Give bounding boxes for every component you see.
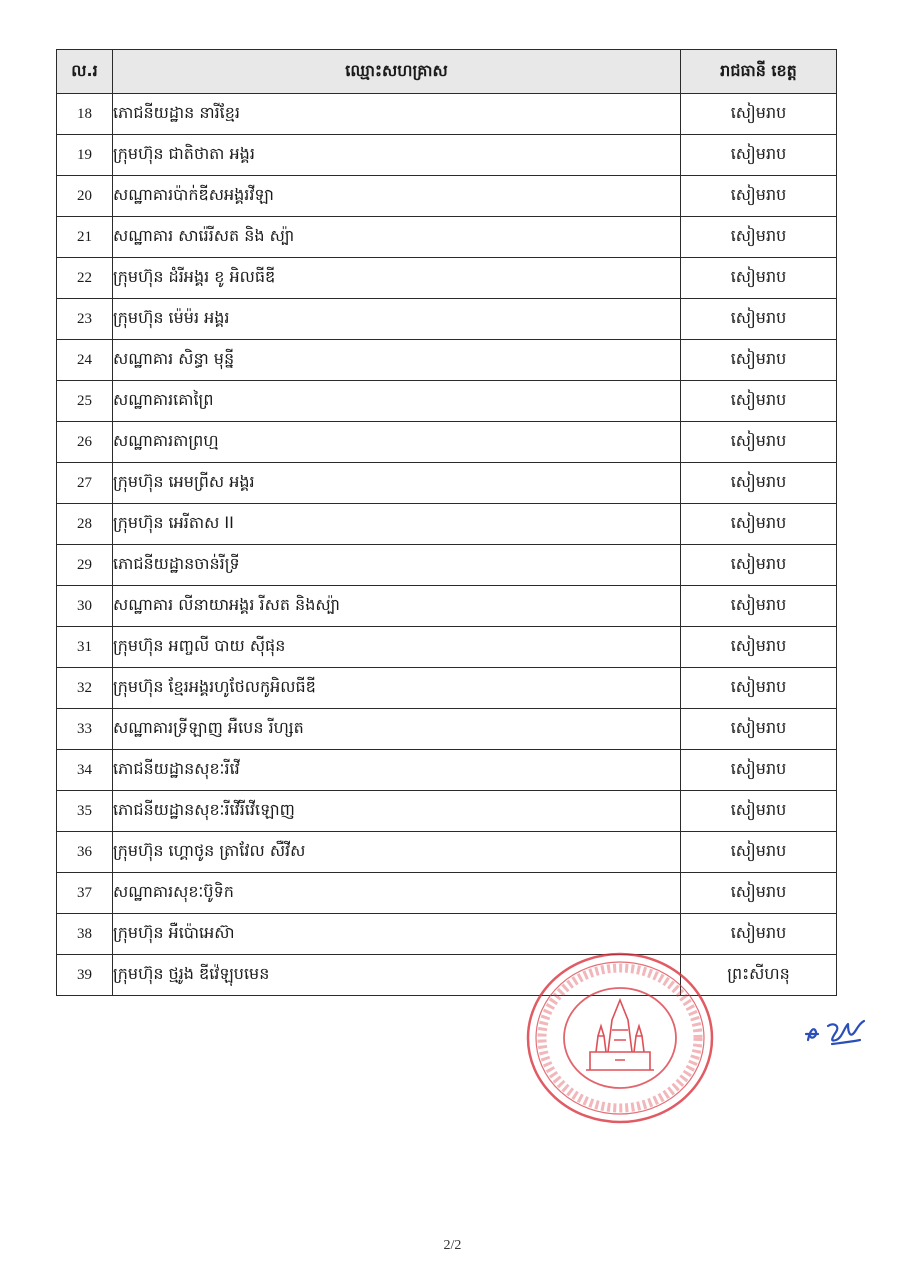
province-name: សៀមរាប [681, 504, 837, 545]
row-number: 18 [57, 94, 113, 135]
province-name: សៀមរាប [681, 422, 837, 463]
row-number: 37 [57, 873, 113, 914]
page-number: 2/2 [443, 1238, 462, 1253]
enterprise-name: ក្រុមហ៊ុន ជាតិថាតា អង្គរ [113, 135, 681, 176]
enterprise-name: ក្រុមហ៊ុន អញ្ចលី បាយ ស៊ីផុន [113, 627, 681, 668]
enterprise-name: សណ្ឋាគារទ្រីឡាញ អឺបេន រីហ្សត [113, 709, 681, 750]
table-body [57, 94, 837, 996]
enterprise-name: សណ្ឋាគារសុខៈប៊ូទិក [113, 873, 681, 914]
table-row [57, 832, 837, 873]
enterprise-name: សណ្ឋាគារតាព្រហ្ម [113, 422, 681, 463]
row-number: 38 [57, 914, 113, 955]
table-row [57, 545, 837, 586]
row-number: 22 [57, 258, 113, 299]
province-name: សៀមរាប [681, 668, 837, 709]
row-number: 28 [57, 504, 113, 545]
enterprise-name: ភោជនីយដ្ឋានចាន់រីទ្រី [113, 545, 681, 586]
table-row [57, 217, 837, 258]
enterprise-name: សណ្ឋាគារ សិន្ធា មុន្នី [113, 340, 681, 381]
province-name: សៀមរាប [681, 586, 837, 627]
table-header-row [57, 50, 837, 94]
row-number: 33 [57, 709, 113, 750]
row-number: 31 [57, 627, 113, 668]
row-number: 32 [57, 668, 113, 709]
enterprise-name: ក្រុមហ៊ុន អេរីតាស II [113, 504, 681, 545]
row-number: 24 [57, 340, 113, 381]
enterprise-name: ភោជនីយដ្ឋានសុខៈរីវើរីវើឡោញ [113, 791, 681, 832]
table-row [57, 873, 837, 914]
row-number: 36 [57, 832, 113, 873]
table-row [57, 709, 837, 750]
table-row [57, 94, 837, 135]
province-name: សៀមរាប [681, 217, 837, 258]
header-name: ឈ្មោះសហគ្រាស [113, 50, 681, 94]
row-number: 25 [57, 381, 113, 422]
row-number: 20 [57, 176, 113, 217]
province-name: សៀមរាប [681, 135, 837, 176]
row-number: 19 [57, 135, 113, 176]
province-name: សៀមរាប [681, 258, 837, 299]
enterprise-name: ភោជនីយដ្ឋាន នារីខ្មែរ [113, 94, 681, 135]
row-number: 35 [57, 791, 113, 832]
enterprise-name: ក្រុមហ៊ុន ខ្មែរអង្គរហូថែលកូអិលធីឌី [113, 668, 681, 709]
table-row [57, 422, 837, 463]
province-name: សៀមរាប [681, 791, 837, 832]
table-row [57, 668, 837, 709]
enterprise-name: ក្រុមហ៊ុន ថ្មរូង ឌីវ៉េឡុបមេន [113, 955, 681, 996]
province-name: សៀមរាប [681, 94, 837, 135]
table-row [57, 258, 837, 299]
province-name: សៀមរាប [681, 340, 837, 381]
header-no: ល.រ [57, 50, 113, 94]
table-row [57, 463, 837, 504]
enterprise-name: ក្រុមហ៊ុន អេមព្រីស អង្គរ [113, 463, 681, 504]
table-row [57, 340, 837, 381]
row-number: 27 [57, 463, 113, 504]
row-number: 21 [57, 217, 113, 258]
province-name: សៀមរាប [681, 381, 837, 422]
province-name: សៀមរាប [681, 176, 837, 217]
header-province: រាជធានី ខេត្ត [681, 50, 837, 94]
enterprise-name: សណ្ឋាគារ សារ៉េរីសត និង ស្ប៉ា [113, 217, 681, 258]
enterprise-name: សណ្ឋាគារគោព្រៃ [113, 381, 681, 422]
table-row [57, 381, 837, 422]
province-name: សៀមរាប [681, 545, 837, 586]
signature-icon [804, 1018, 868, 1048]
table-row [57, 586, 837, 627]
province-name: សៀមរាប [681, 709, 837, 750]
table-row [57, 299, 837, 340]
table-row [57, 504, 837, 545]
table-row [57, 176, 837, 217]
table-row [57, 791, 837, 832]
row-number: 39 [57, 955, 113, 996]
enterprise-name: ក្រុមហ៊ុន ដំរីអង្គរ ខូ អិលធីឌី [113, 258, 681, 299]
table-row [57, 135, 837, 176]
province-name: ព្រះសីហនុ [681, 955, 837, 996]
province-name: សៀមរាប [681, 463, 837, 504]
row-number: 29 [57, 545, 113, 586]
province-name: សៀមរាប [681, 914, 837, 955]
enterprise-table [56, 49, 837, 996]
province-name: សៀមរាប [681, 873, 837, 914]
province-name: សៀមរាប [681, 832, 837, 873]
temple-seal-icon [520, 948, 720, 1128]
table-row [57, 750, 837, 791]
row-number: 34 [57, 750, 113, 791]
row-number: 26 [57, 422, 113, 463]
province-name: សៀមរាប [681, 750, 837, 791]
province-name: សៀមរាប [681, 299, 837, 340]
enterprise-name: ភោជនីយដ្ឋានសុខៈរីវើ [113, 750, 681, 791]
enterprise-name: ក្រុមហ៊ុន ម៉េម៉រ អង្គរ [113, 299, 681, 340]
table-row [57, 627, 837, 668]
enterprise-name: ក្រុមហ៊ុន អឺប៉ោអេស៊ា [113, 914, 681, 955]
province-name: សៀមរាប [681, 627, 837, 668]
enterprise-name: ក្រុមហ៊ុន ហ្គោថូន ត្រាវែល សឺវីស [113, 832, 681, 873]
row-number: 23 [57, 299, 113, 340]
row-number: 30 [57, 586, 113, 627]
enterprise-name: សណ្ឋាគារ លីនាយាអង្គរ រីសត និងស្ប៉ា [113, 586, 681, 627]
enterprise-name: សណ្ឋាគារប៉ាក់ឌីសអង្គរវីឡា [113, 176, 681, 217]
